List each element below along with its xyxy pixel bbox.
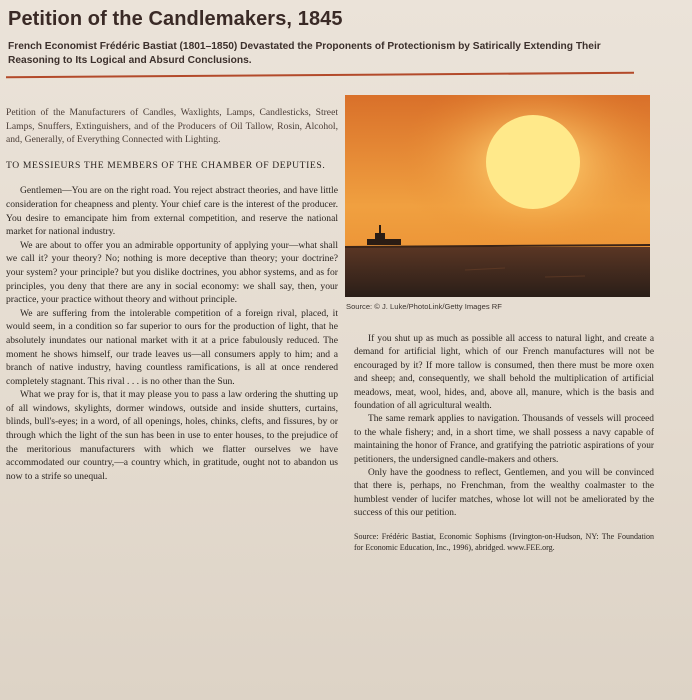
paragraph: We are suffering from the intolerable competition of a foreign rival, placed, it would seem, in a condition so far superior to ours for the production of light, that he absolutely inundates our national market with it at a price fabulously reduced. The moment he shows himself, our trade leaves us—all consumers apply to him; and a branch of native industry, having countless ramifications, is all at once rendered completely stagnant. This rival . . . is no other than the Sun. [6,307,338,387]
paragraph: What we pray for is, that it may please you to pass a law ordering the shutting up of all windows, skylights, dormer windows, outside and inside shutters, curtains, blinds, bull's-eyes; in a word, of all openings, holes, chinks, clefts, and fissures, by or through which the light of the sun has been in use to enter houses, to the prejudice of the meritorious manufacturers with which we flatter ourselves we have accommodated our country,—a country which, in gratitude, ought not to abandon us now to a strife so unequal. [6,389,338,482]
paragraph: Only have the goodness to reflect, Gentlemen, and you will be convinced that there is, perhaps, no Frenchman, from the wealthy coalmaster to the humblest vender of lucifer matches, whose lot will not be ameliorated by the success of this our petition. [354,468,654,519]
page-title: Petition of the Candlemakers, 1845 [8,8,343,30]
sunset-image [345,95,650,297]
sun-icon [486,115,580,209]
sunset-photo [345,95,650,297]
left-column [6,106,338,483]
paragraph: If you shut up as much as possible all access to natural light, and create a demand for artificial light, which of our French manufactures will not be encouraged by it? If more tallow is consumed, then there must be more oxen and sheep; and, consequently, we shall behold the multiplication of artificial meadows, meat, wool, hides, and, above all, manure, which is the basis and foundation of all agricultural wealth. [354,334,654,412]
paragraph: Gentlemen—You are on the right road. You reject abstract theories, and have little consideration for cheapness and plenty. Your chief care is the interest of the producer. You desire to emancipate him from external competition, and reserve the national market for national industry. [6,185,338,238]
source-citation: Source: Frédéric Bastiat, Economic Sophisms (Irvington-on-Hudson, NY: The Foundation for Economic Education, Inc., 1996), abridged. www.FEE.org. [354,531,654,552]
right-column [354,333,654,553]
page-subtitle: French Economist Frédéric Bastiat (1801–1850) Devastated the Proponents of Protectionism by Satirically Extending Their Reasoning to Its Logical and Absurd Conclusions. [8,41,601,66]
address-heading: TO MESSIEURS THE MEMBERS OF THE CHAMBER OF DEPUTIES. [6,159,326,171]
paragraph: We are about to offer you an admirable opportunity of applying your—what shall we call it? your theory? No; nothing is more deceptive than theory; your doctrine? your system? your principle? but you dislike doctrines, you abhor systems, and as for principles, you deny that there are any in social economy: we shall say, then, your practice, your practice without theory and without principle. [6,239,338,306]
petition-heading: Petition of the Manufacturers of Candles, Waxlights, Lamps, Candlesticks, Street Lamps, Snuffers, Extinguishers, and of the Producers of Oil Tallow, Rosin, Alcohol, and, Generally, of Everything Connected with Lighting. [6,107,338,146]
paragraph: The same remark applies to navigation. Thousands of vessels will proceed to the whale fishery; and, in a short time, we shall possess a navy capable of maintaining the honor of France, and gratifying the patriotic aspirations of your petitioners, the undersigned candle-makers and others. [354,414,654,465]
title-divider [6,72,634,78]
photo-credit: Source: © J. Luke/PhotoLink/Getty Images RF [346,302,502,311]
